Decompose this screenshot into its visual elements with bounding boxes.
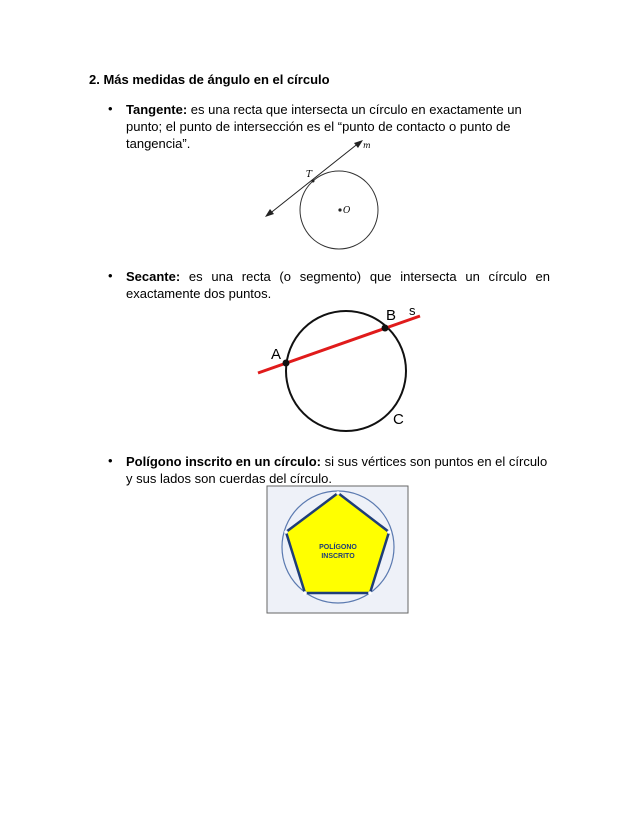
term-secante: Secante: (126, 269, 181, 284)
definition-poligono: si sus vértices son puntos en el círculo y sus lados son cuerdas del círculo. (126, 454, 548, 486)
vertex-2 (387, 530, 391, 534)
label-b: B (386, 307, 397, 324)
vertex-3 (368, 591, 372, 595)
polygon-label-line1: POLÍGONO (319, 544, 357, 551)
label-t: T (306, 170, 313, 180)
term-poligono: Polígono inscrito en un círculo: (126, 454, 322, 469)
label-o: O (343, 206, 351, 216)
label-m: m (363, 141, 371, 150)
vertex-5 (284, 530, 288, 534)
polygon-label-line2: INSCRITO (321, 553, 355, 560)
section-heading: 2. Más medidas de ángulo en el círculo (89, 72, 330, 87)
label-s: s (409, 303, 416, 318)
bullet-tangente: • (108, 101, 113, 116)
vertex-1 (336, 491, 340, 495)
label-a: A (271, 346, 282, 363)
definition-secante: es una recta (o segmento) que intersecta un círculo en exactamente dos puntos. (126, 269, 550, 301)
label-c: C (393, 411, 404, 428)
bullet-secante: • (108, 268, 113, 283)
definition-tangente: es una recta que intersecta un círculo en exactamente un punto; el punto de intersección es el “punto de contacto o punto de tangencia”. (126, 102, 522, 151)
term-tangente: Tangente: (126, 102, 188, 117)
vertex-4 (303, 591, 307, 595)
bullet-poligono: • (108, 453, 113, 468)
